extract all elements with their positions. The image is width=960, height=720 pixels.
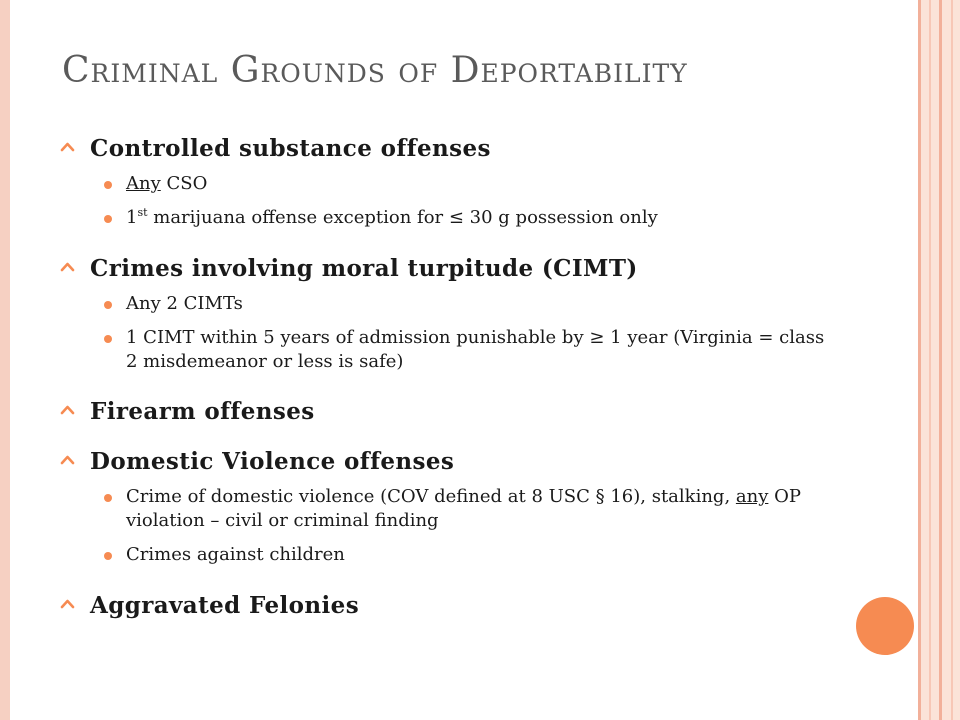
list-item-prefix: 1 — [126, 207, 138, 228]
section-heading-text: Aggravated Felonies — [90, 592, 360, 619]
list-item — [60, 206, 840, 230]
list-item-text: Crimes against children — [126, 544, 345, 565]
bullet-arrow-icon — [60, 404, 75, 419]
section-heading-domestic-violence — [60, 448, 840, 476]
section-heading-text: Domestic Violence offenses — [90, 448, 455, 475]
emphasis-text: any — [735, 486, 769, 507]
list-item-text: Crime of domestic violence (COV defined at 8 USC § 16), stalking, — [126, 486, 736, 507]
bullet-arrow-icon — [60, 261, 75, 276]
border-stripe — [951, 0, 953, 720]
list-item-text: marijuana offense exception for ≤ 30 g possession only — [147, 207, 658, 228]
decorative-circle — [856, 597, 914, 655]
list-item — [60, 292, 840, 316]
section-heading-text: Firearm offenses — [90, 398, 315, 425]
list-item — [60, 326, 840, 374]
bullet-dot-icon — [104, 181, 112, 189]
list-item-text: Any 2 CIMTs — [126, 293, 243, 314]
list-item — [60, 485, 840, 533]
list-item-text: OP violation – civil or criminal finding — [126, 486, 801, 531]
section-heading-text: Controlled substance offenses — [90, 135, 491, 162]
list-item — [60, 172, 840, 196]
border-stripe — [929, 0, 931, 720]
section-heading-aggravated-felonies — [60, 592, 840, 620]
list-item — [60, 543, 840, 567]
section-heading-cimt — [60, 255, 840, 283]
border-stripe — [918, 0, 921, 720]
bullet-dot-icon — [104, 494, 112, 502]
bullet-arrow-icon — [60, 598, 75, 613]
list-item-text: CSO — [160, 173, 208, 194]
bullet-dot-icon — [104, 552, 112, 560]
section-heading-controlled-substance — [60, 135, 840, 163]
border-stripe — [939, 0, 942, 720]
slide-content — [60, 135, 840, 620]
slide-title: Criminal Grounds of Deportability — [62, 50, 688, 91]
bullet-dot-icon — [104, 335, 112, 343]
bullet-dot-icon — [104, 301, 112, 309]
section-heading-firearm — [60, 398, 840, 426]
section-heading-text: Crimes involving moral turpitude (CIMT) — [90, 255, 638, 282]
left-border — [0, 0, 10, 720]
ordinal-suffix: st — [137, 206, 148, 219]
bullet-arrow-icon — [60, 141, 75, 156]
emphasis-text: Any — [126, 173, 161, 194]
bullet-dot-icon — [104, 215, 112, 223]
list-item-text: 1 CIMT within 5 years of admission punishable by ≥ 1 year (Virginia = class 2 misdemeanor or less is safe) — [126, 327, 825, 372]
bullet-arrow-icon — [60, 454, 75, 469]
